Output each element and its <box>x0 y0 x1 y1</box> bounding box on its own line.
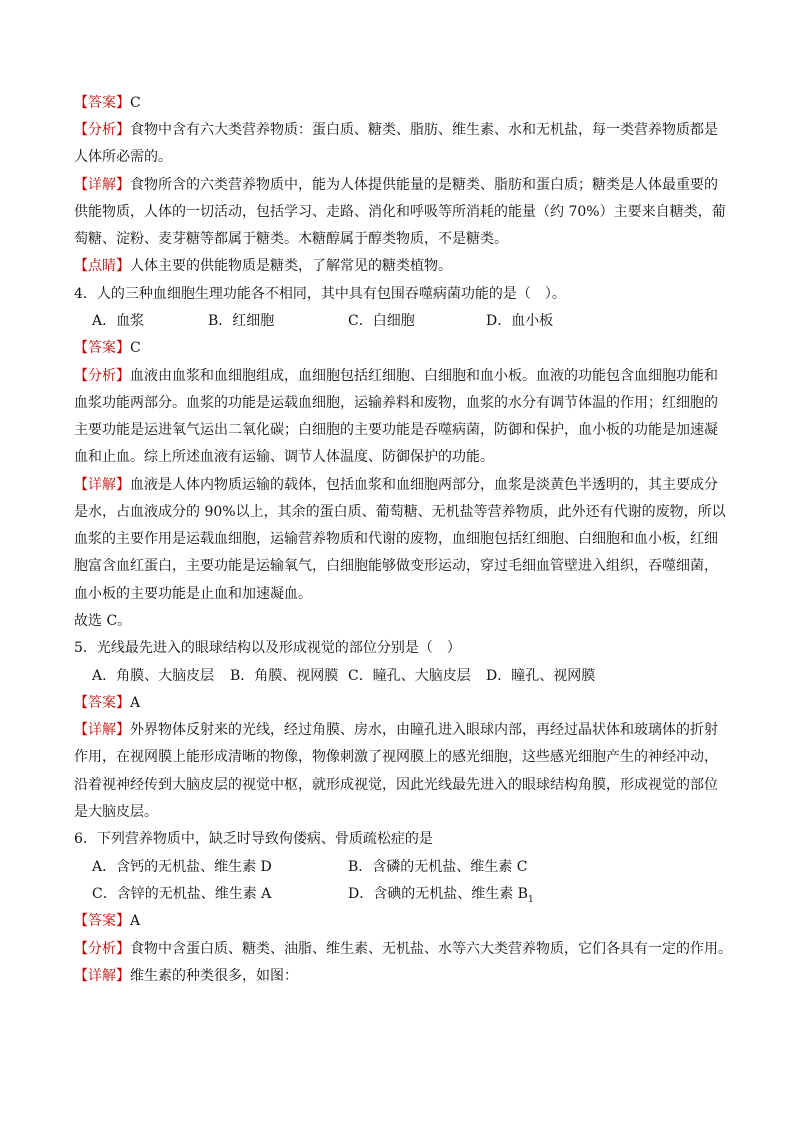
q6-option-d <box>348 884 534 910</box>
q3-comment-line <box>74 256 452 276</box>
detail-tag: 【详解】 <box>74 968 130 984</box>
q5-answer: A <box>130 695 141 711</box>
q4-stem: 4．人的三种血细胞生理功能各不相同，其中具有包围吞噬病菌功能的是（ ）。 <box>74 286 566 302</box>
q3-detail-line-3: 萄糖、淀粉、麦芽糖等都属于糖类。木糖醇属于醇类物质，不是糖类。 <box>74 231 508 247</box>
q4-detail-line-3: 血浆的主要作用是运载血细胞，运输营养物质和代谢的废物，血细胞包括红细胞、白细胞和血小板，红细 <box>74 531 718 547</box>
q4-detail-line-1 <box>74 475 718 495</box>
q6-analysis-line <box>74 939 732 959</box>
q5-option-b: B．角膜、视网膜 <box>230 668 339 684</box>
detail-tag: 【详解】 <box>74 477 130 493</box>
q4-option-d: D．血小板 <box>486 313 554 329</box>
q5-detail-line-1 <box>74 720 718 740</box>
q4-option-c: C．白细胞 <box>348 313 415 329</box>
q4-analysis-line-1 <box>74 366 718 386</box>
q4-analysis-line-2: 血浆功能两部分。血浆的功能是运载血细胞，运输养料和废物，血浆的水分有调节体温的作用；红细胞的 <box>74 395 718 411</box>
q3-comment-text: 人体主要的供能物质是糖类，了解常见的糖类植物。 <box>130 258 452 274</box>
analysis-tag: 【分析】 <box>74 368 130 384</box>
q6-answer: A <box>130 913 141 929</box>
analysis-tag: 【分析】 <box>74 941 130 957</box>
q5-detail-line-3: 沿着视神经传到大脑皮层的视觉中枢，就形成视觉，因此光线最先进入的眼球结构角膜，形成视觉的部位 <box>74 777 718 793</box>
answer-tag: 【答案】 <box>74 95 130 111</box>
q4-analysis-line-3: 主要功能是运进氧气运出二氧化碳；白细胞的主要功能是吞噬病菌，防御和保护，血小板的功能是加速凝 <box>74 422 718 438</box>
q5-answer-line <box>74 693 140 713</box>
q4-answer: C <box>130 340 141 356</box>
q3-detail-line-2: 供能物质，人体的一切活动，包括学习、走路、消化和呼吸等所消耗的能量（约 70%）主要来自糖类，葡 <box>74 204 726 220</box>
detail-tag: 【详解】 <box>74 722 130 738</box>
q6-detail-line <box>74 966 298 986</box>
q6-option-b: B．含磷的无机盐、维生素 C <box>348 859 528 875</box>
q5-option-a: A．角膜、大脑皮层 <box>92 668 215 684</box>
answer-tag: 【答案】 <box>74 695 130 711</box>
q5-detail-line-4: 是大脑皮层。 <box>74 804 158 820</box>
q3-analysis-line-1 <box>74 120 718 140</box>
q6-detail-text: 维生素的种类很多，如图： <box>130 968 298 984</box>
q4-conclusion: 故选 C。 <box>74 613 132 629</box>
q5-option-d: D．瞳孔、视网膜 <box>486 668 596 684</box>
q6-analysis-text: 食物中含蛋白质、糖类、油脂、维生素、无机盐、水等六大类营养物质，它们各具有一定的作用。 <box>130 941 732 957</box>
q6-stem: 6．下列营养物质中，缺乏时导致佝偻病、骨质疏松症的是 <box>74 831 433 847</box>
q3-analysis-line-2: 人体所必需的。 <box>74 149 172 165</box>
comment-tag: 【点睛】 <box>74 258 130 274</box>
q4-answer-line <box>74 338 141 358</box>
q4-detail-text: 血液是人体内物质运输的载体，包括血浆和血细胞两部分，血浆是淡黄色半透明的，其主要成分 <box>130 477 718 493</box>
q6-option-d-text: D．含碘的无机盐、维生素 B <box>348 886 528 902</box>
q3-answer: C <box>130 95 141 111</box>
q6-option-c: C．含锌的无机盐、维生素 A <box>92 886 272 902</box>
q6-answer-line <box>74 911 140 931</box>
q4-detail-line-2: 是水，占血液成分的 90%以上，其余的蛋白质、葡萄糖、无机盐等营养物质，此外还有代谢的废物，所以 <box>74 504 726 520</box>
q4-analysis-text: 血液由血浆和血细胞组成，血细胞包括红细胞、白细胞和血小板。血液的功能包含血细胞功能和 <box>130 368 718 384</box>
q4-option-b: B．红细胞 <box>208 313 275 329</box>
q4-detail-line-4: 胞富含血红蛋白，主要功能是运输氧气，白细胞能够做变形运动，穿过毛细血管壁进入组织，吞噬细菌， <box>74 558 718 574</box>
detail-tag: 【详解】 <box>74 177 130 193</box>
q5-option-c: C．瞳孔、大脑皮层 <box>348 668 471 684</box>
q4-option-a: A．血浆 <box>92 313 145 329</box>
q4-analysis-line-4: 血和止血。综上所述血液有运输、调节人体温度、防御保护的功能。 <box>74 449 494 465</box>
answer-tag: 【答案】 <box>74 340 130 356</box>
q6-option-a: A．含钙的无机盐、维生素 D <box>92 859 272 875</box>
q4-detail-line-5: 血小板的主要功能是止血和加速凝血。 <box>74 586 312 602</box>
q3-detail-line-1 <box>74 175 718 195</box>
answer-tag: 【答案】 <box>74 913 130 929</box>
analysis-tag: 【分析】 <box>74 122 130 138</box>
q5-detail-text: 外界物体反射来的光线，经过角膜、房水，由瞳孔进入眼球内部，再经过晶状体和玻璃体的折射 <box>130 722 718 738</box>
q3-answer-line <box>74 93 141 113</box>
q5-stem: 5．光线最先进入的眼球结构以及形成视觉的部位分别是（ ） <box>74 640 461 656</box>
q3-detail-text: 食物所含的六类营养物质中，能为人体提供能量的是糖类、脂肪和蛋白质；糖类是人体最重要的 <box>130 177 718 193</box>
q5-detail-line-2: 作用，在视网膜上能形成清晰的物像，物像刺激了视网膜上的感光细胞，这些感光细胞产生的神经冲动， <box>74 749 718 765</box>
q3-analysis-text: 食物中含有六大类营养物质：蛋白质、糖类、脂肪、维生素、水和无机盐，每一类营养物质都是 <box>130 122 718 138</box>
q6-option-d-subscript: 1 <box>527 894 534 905</box>
